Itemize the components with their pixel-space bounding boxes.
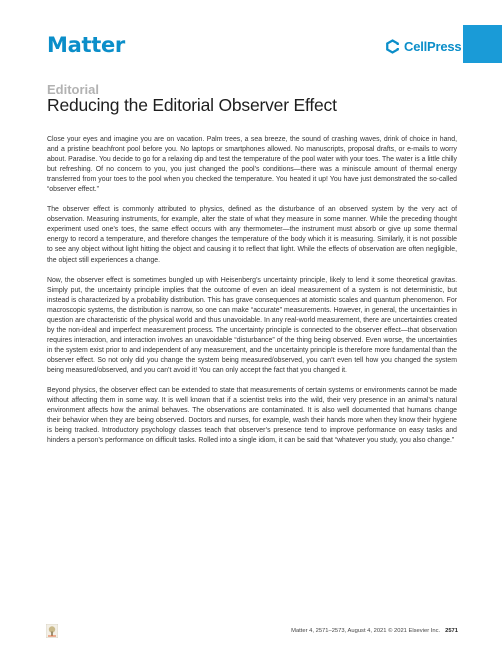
paragraph: Now, the observer effect is sometimes bungled up with Heisenberg’s uncertainty principle, likely to lend it some theoretical gravitas. Simply put, the uncertainty principle implies that the outcome of even an ideal measurement of a system is not deterministic, but instead is characterized by a probability distribution. This has grave consequences at atomistic scales and quantum phenomenon. For macroscopic systems, the distribution is narrow, so one can make “accurate” measurements. However, in general, the uncertainties in question are characteristic of the physical world and thus unavoidable. In any real-world measurement, there are uncertainties created by the non-ideal and imperfect measurement process. The uncertainty principle is connected to the observer effect—that observation requires interaction, and interaction involves an unavoidable “disturbance” of the thing being observed. Even worse, the uncertainties in the system exist prior to and independent of any measurement, and the uncertainty principle is therefore more fundamental than the observer effect. So not only did you change the system being measured/observed, you can’t even tell how you changed the system being measured/observed, and you can’t avoid it! You can only accept the fact that you changed it. — [47, 276, 457, 374]
citation: Matter 4, 2571–2573, August 4, 2021 © 2021 Elsevier Inc. — [291, 628, 441, 634]
header-accent-box — [463, 25, 502, 63]
cellpress-icon — [385, 39, 400, 54]
page-number: 2571 — [445, 628, 458, 634]
journal-name: Matter — [47, 33, 125, 57]
elsevier-logo-icon — [46, 624, 58, 638]
section-label: Editorial — [47, 82, 100, 97]
cellpress-logo — [385, 39, 461, 54]
paragraph: Close your eyes and imagine you are on vacation. Palm trees, a sea breeze, the sound of crashing waves, drink of choice in hand, and a pristine beachfront pool before you. No laptops or smartphones allowed. No manuscripts, proposal drafts, or e-mails to worry about. Paradise. You decide to go for a relaxing dip and test the temperature of the pool water with your toes. The water is a little chilly but refreshing. Of no concern to you, you just changed the pool’s conditions—there was a miniscule amount of thermal energy transferred from your toes to the pool when you checked the temperature. You heated it up! You have just demonstrated the so-called “observer effect.” — [47, 136, 457, 194]
footer — [291, 628, 458, 634]
article-title: Reducing the Editorial Observer Effect — [47, 95, 337, 115]
paragraph: The observer effect is commonly attributed to physics, defined as the disturbance of an observed system by the very act of observation. Measuring instruments, for example, alter the state of what they measure in some manner. While the preceding thought experiment used one’s toes, the same effect occurs with any thermometer—the instrument must absorb or give up some thermal energy to record a temperature, and therefore changes the temperature of the body which it is measuring. Similarly, it is not possible to see any object without light hitting the object and causing it to reflect that light. While the effects of observation are often negligible, the object still experiences a change. — [47, 206, 457, 264]
publisher-name: CellPress — [404, 39, 462, 54]
article-body — [47, 135, 457, 456]
paragraph: Beyond physics, the observer effect can be extended to state that measurements of certain systems or environments cannot be made without affecting them in some way. It is well known that if a scientist treks into the wild, their very presence in an animal’s natural environment affects how the animal behaves. The observations are contaminated. It is also well documented that humans change their behavior when they are being observed. Doctors and nurses, for example, wash their hands more when they know their hygiene is being tracked. Introductory psychology classes teach that observer’s presence tend to improve performance on easy tasks and hinders a person’s performance on difficult tasks. Rolled into a single idiom, it can be said that “whatever you study, you also change.” — [47, 387, 457, 445]
